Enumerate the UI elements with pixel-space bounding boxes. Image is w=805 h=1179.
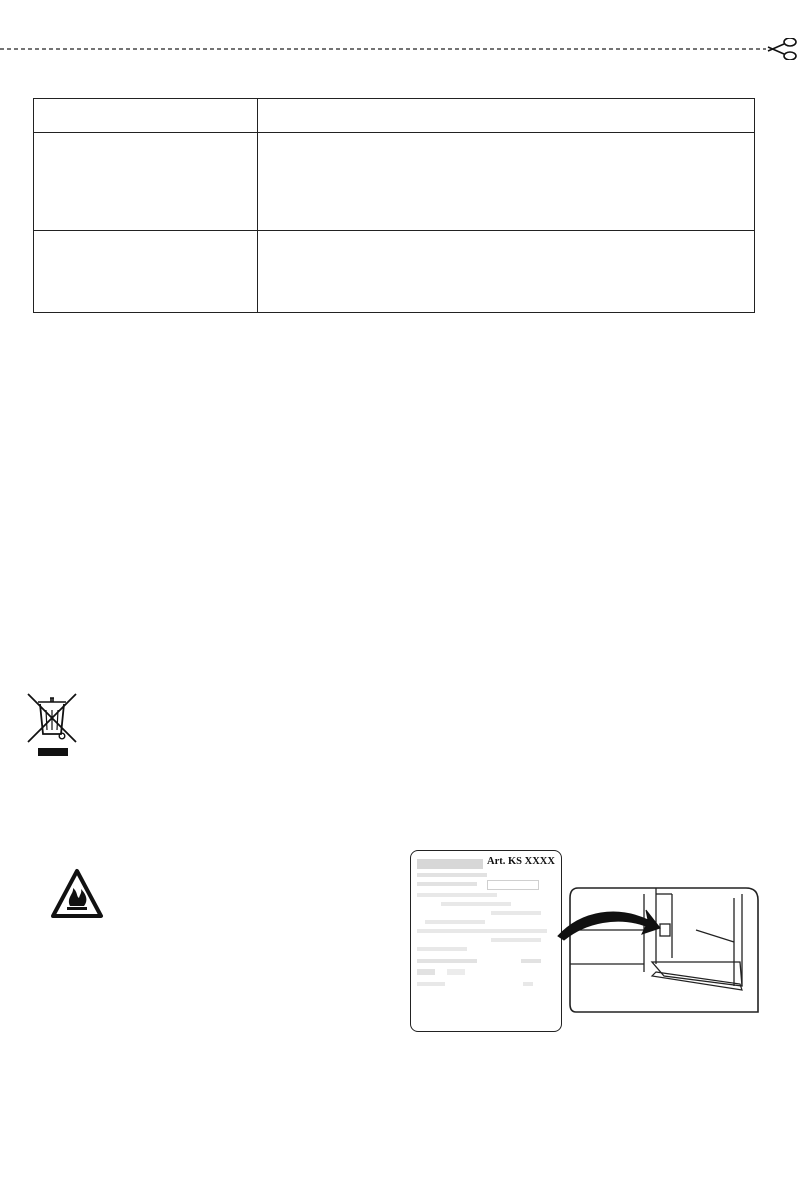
info-table [33, 98, 755, 313]
rating-plate-label [410, 850, 562, 1032]
manufacturer-bar [417, 859, 483, 869]
faint-line [417, 893, 497, 897]
faint-line [417, 982, 445, 986]
faint-line [491, 938, 541, 942]
table-cell [34, 99, 258, 132]
ce-mark-icon [417, 969, 435, 975]
scissors-icon [768, 38, 796, 60]
cut-line [0, 38, 805, 60]
faint-line [521, 959, 541, 963]
label-location-marker [660, 924, 670, 936]
faint-line [417, 929, 547, 933]
table-row [34, 133, 754, 231]
faint-line [523, 982, 533, 986]
star-rating-box [487, 880, 539, 890]
model-number: Art. KS XXXX [487, 856, 555, 867]
table-row [34, 231, 754, 313]
faint-line [417, 959, 477, 963]
curved-arrow-icon [558, 910, 660, 940]
faint-line [441, 902, 511, 906]
table-cell [34, 133, 258, 230]
crossed-out-wheelie-bin-icon [24, 692, 80, 758]
faint-line [491, 911, 541, 915]
flammable-warning-icon [50, 868, 104, 920]
table-cell [34, 231, 258, 313]
faint-line [417, 947, 467, 951]
table-row [34, 99, 754, 133]
table-cell [258, 133, 754, 230]
table-cell [258, 99, 754, 132]
recycling-icon [447, 969, 465, 975]
table-cell [258, 231, 754, 313]
fridge-interior-illustration [556, 886, 762, 1014]
faint-line [417, 882, 477, 886]
faint-line [425, 920, 485, 924]
faint-line [417, 873, 487, 877]
